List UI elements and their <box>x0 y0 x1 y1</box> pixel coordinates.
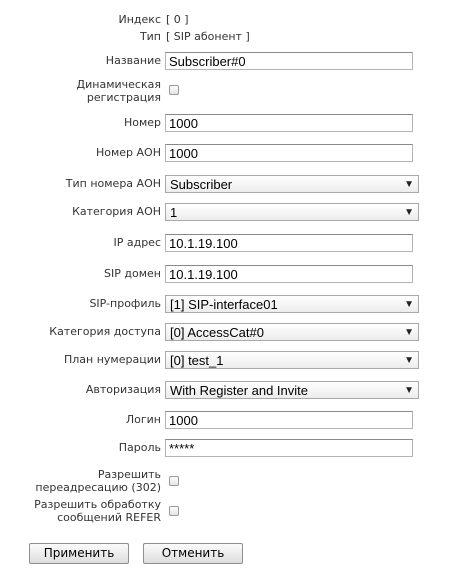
dropdown-arrow-icon: ▼ <box>404 327 414 338</box>
allow-redirect-checkbox[interactable] <box>169 476 179 486</box>
type-value: [ SIP абонент ] <box>166 30 250 43</box>
dropdown-arrow-icon: ▼ <box>404 355 414 366</box>
login-label: Логин <box>125 413 161 426</box>
sip-domain-input[interactable] <box>165 265 413 283</box>
dynamic-registration-label-line1: Динамическая <box>76 78 161 91</box>
dropdown-arrow-icon: ▼ <box>404 179 414 190</box>
ip-address-label: IP адрес <box>113 236 161 249</box>
sip-profile-label: SIP-профиль <box>89 297 161 310</box>
allow-refer-label-line1: Разрешить обработку <box>34 498 161 511</box>
sip-profile-select[interactable] <box>165 295 419 313</box>
index-label: Индекс <box>118 13 161 26</box>
type-label: Тип <box>139 30 161 43</box>
password-input[interactable] <box>165 439 413 457</box>
allow-refer-label-line2: сообщений REFER <box>57 511 161 524</box>
numbering-plan-value: [0] test_1 <box>170 353 224 368</box>
ip-address-input[interactable] <box>165 234 413 252</box>
password-label: Пароль <box>118 441 161 454</box>
sip-profile-value: [1] SIP-interface01 <box>170 297 278 312</box>
dynamic-registration-checkbox[interactable] <box>169 85 179 95</box>
authorization-value: With Register and Invite <box>170 383 309 398</box>
allow-redirect-label-line2: переадресацию (302) <box>35 481 161 494</box>
access-category-select[interactable] <box>165 323 419 341</box>
aon-category-select[interactable] <box>165 203 419 221</box>
dropdown-arrow-icon: ▼ <box>404 207 414 218</box>
authorization-select[interactable] <box>165 381 419 399</box>
access-category-value: [0] AccessCat#0 <box>170 325 264 340</box>
aon-type-select[interactable] <box>165 175 419 193</box>
dynamic-registration-label-line2: регистрация <box>86 91 161 104</box>
numbering-plan-label: План нумерации <box>63 353 161 366</box>
cancel-button[interactable]: Отменить <box>143 543 243 564</box>
apply-button[interactable]: Применить <box>29 543 129 564</box>
numbering-plan-select[interactable] <box>165 351 419 369</box>
aon-category-value: 1 <box>170 205 178 220</box>
aon-category-label: Категория АОН <box>72 205 161 218</box>
number-input[interactable] <box>165 114 413 132</box>
aon-type-value: Subscriber <box>170 177 233 192</box>
allow-redirect-label-line1: Разрешить <box>97 468 161 481</box>
allow-refer-checkbox[interactable] <box>169 506 179 516</box>
name-label: Название <box>105 54 161 67</box>
aon-number-label: Номер АОН <box>95 146 161 159</box>
sip-domain-label: SIP домен <box>104 267 161 280</box>
dropdown-arrow-icon: ▼ <box>404 299 414 310</box>
number-label: Номер <box>123 116 161 129</box>
aon-number-input[interactable] <box>165 144 413 162</box>
aon-type-label: Тип номера АОН <box>65 177 161 190</box>
name-input[interactable] <box>165 52 413 70</box>
dropdown-arrow-icon: ▼ <box>404 385 414 396</box>
index-value: [ 0 ] <box>166 13 189 26</box>
authorization-label: Авторизация <box>85 383 161 396</box>
login-input[interactable] <box>165 411 413 429</box>
access-category-label: Категория доступа <box>49 325 161 338</box>
